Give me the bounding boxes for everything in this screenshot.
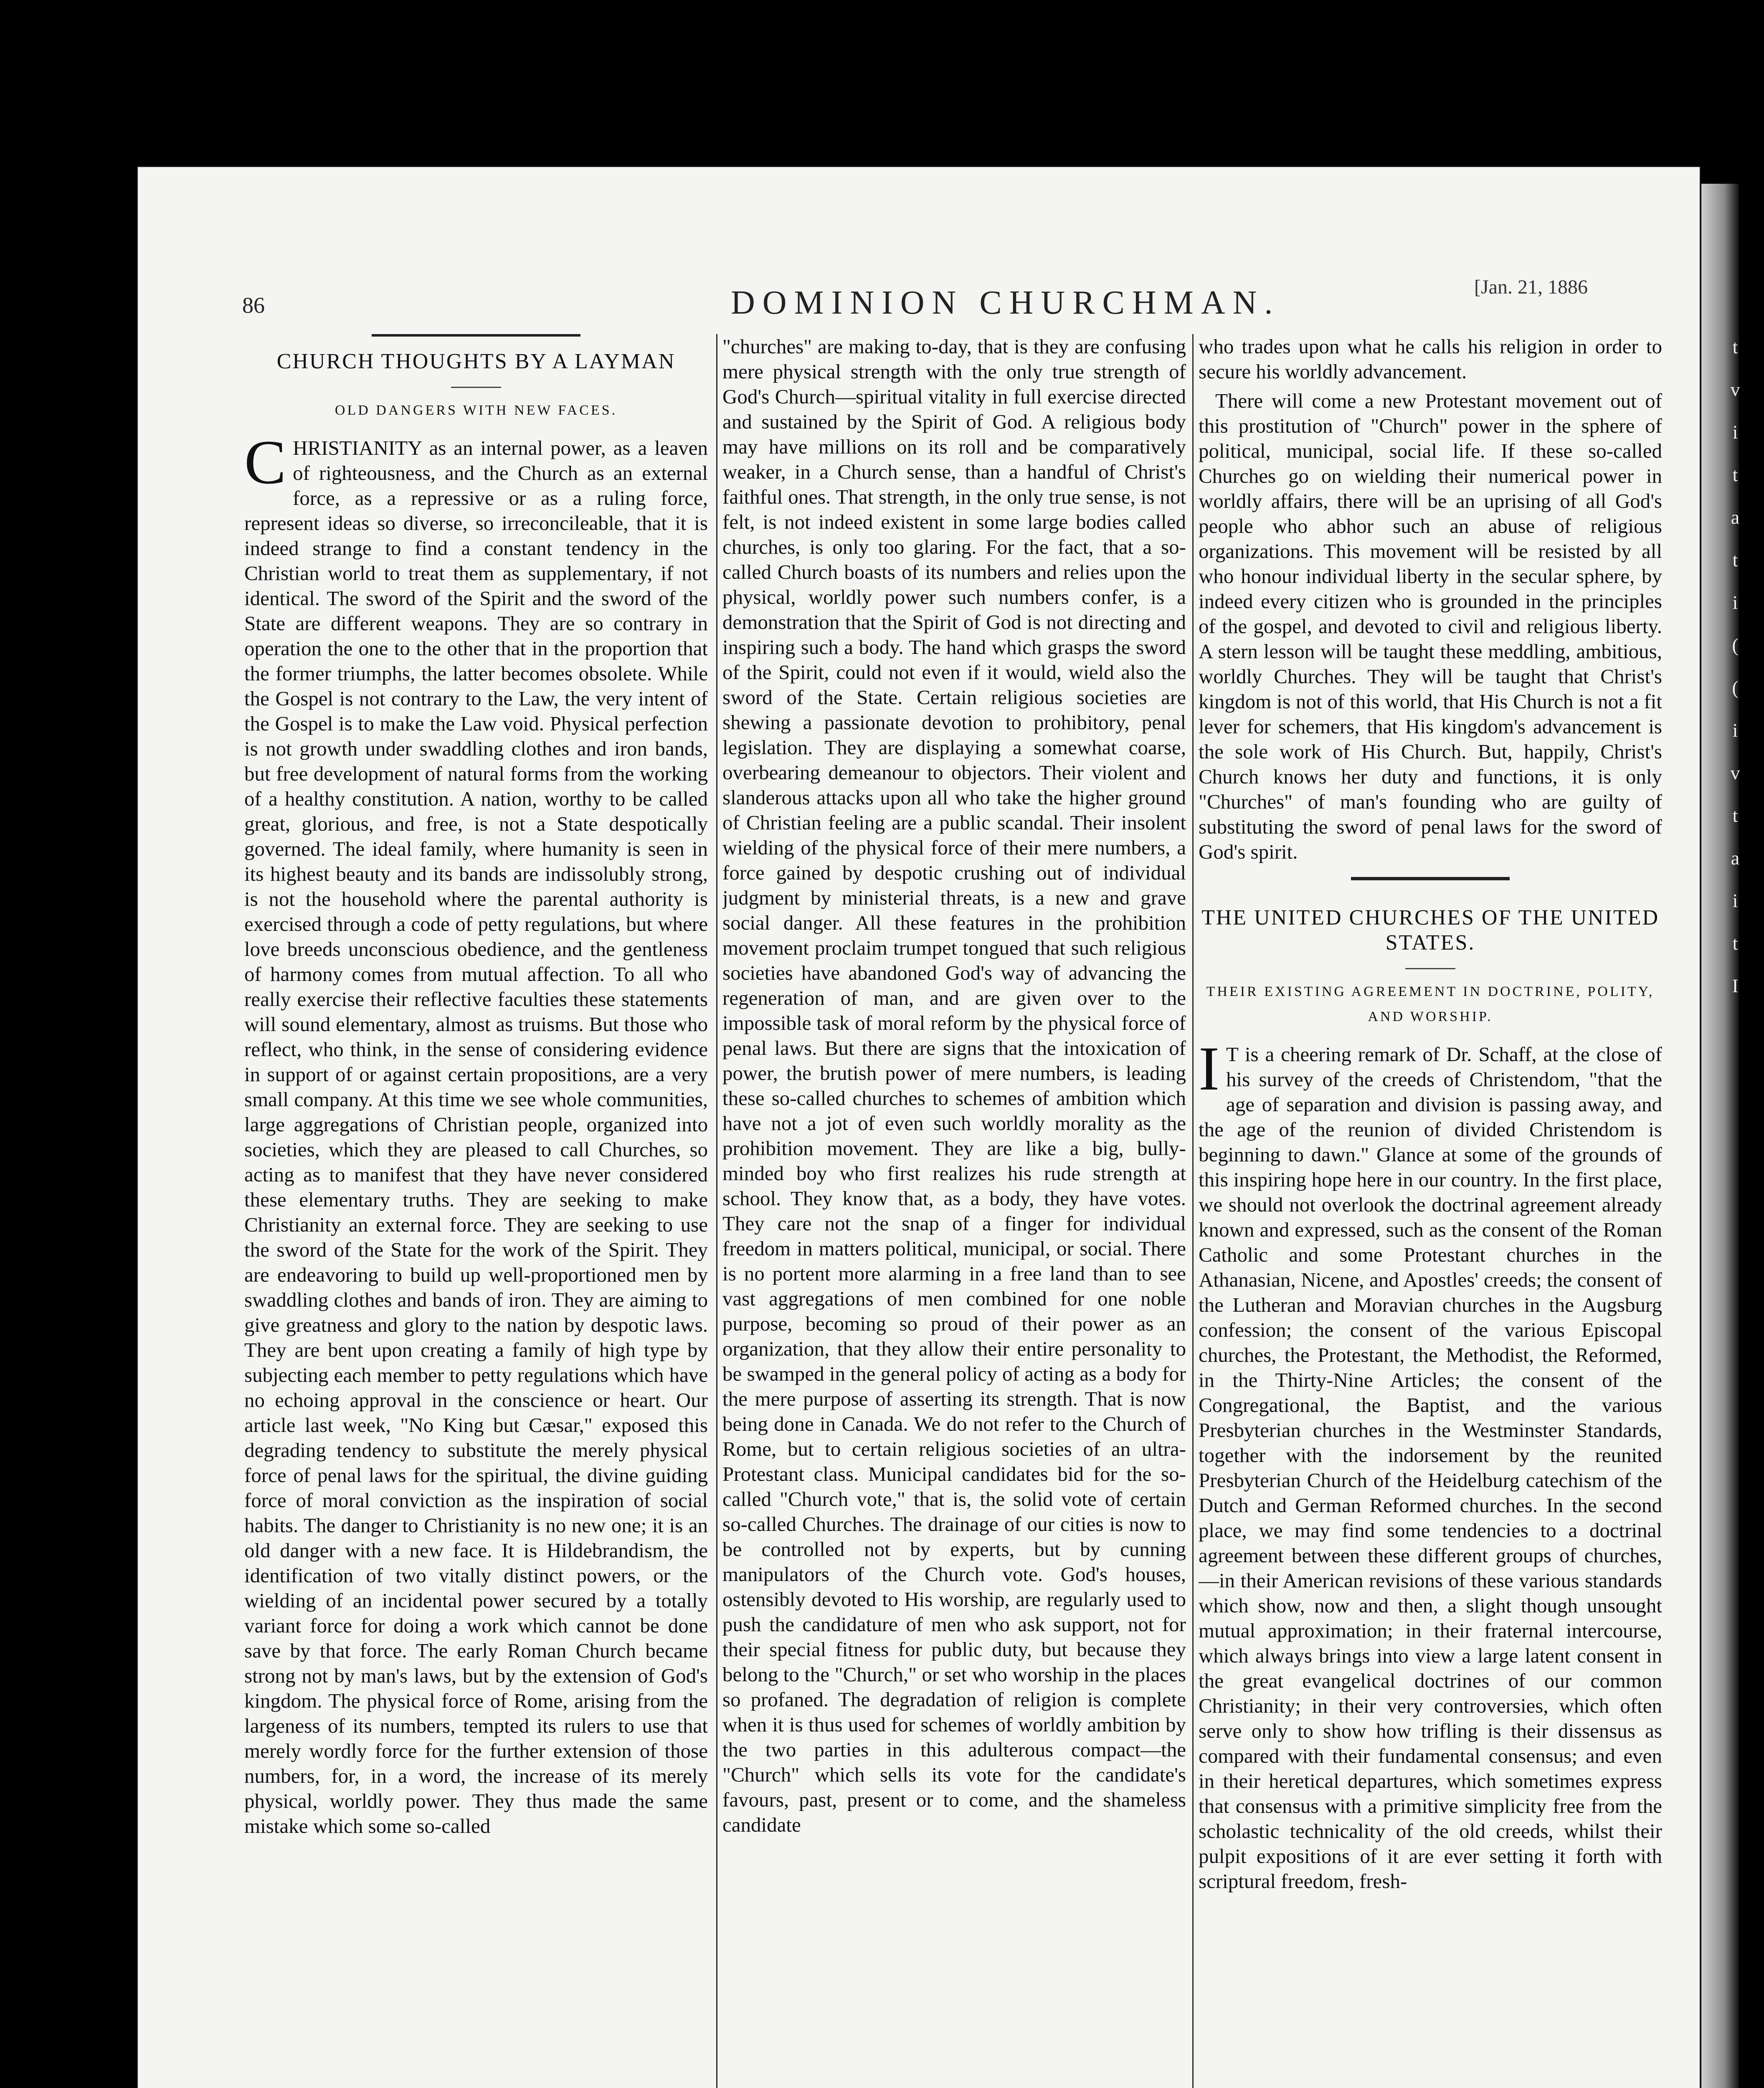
article-subtitle: THEIR EXISTING AGREEMENT IN DOCTRINE, POLITY, AND WORSHIP. [1206,984,1655,1024]
article-paragraph: There will come a new Protestant movement out of this prostitution of "Church" power in the sphere of political, municipal, social life. If these so-called Churches go on wielding their numerical power in worldly affairs, there will be an uprising of all God's people who abhor such an abuse of religious organizations. This movement will be resisted by all who honour individual liberty in the secular sphere, by indeed every citizen who is grounded in the principles of the gospel, and devoted to civil and religious liberty. A stern lesson will be taught these meddling, ambitious, worldly Churches. They will be taught that Christ's kingdom is not of this world, that His Church is not a fit lever for schemers, that His kingdom's advancement is the sole work of His Church. But, happily, Christ's Church knows her duty and functions, it is only "Churches" of man's founding who are guilty of substituting the sword of penal laws for the sword of God's spirit. [1199,389,1662,863]
article-subtitle: OLD DANGERS WITH NEW FACES. [335,403,618,418]
article-paragraph: who trades upon what he calls his religion in order to secure his worldly advancement. [1199,335,1662,383]
column-3 [1199,334,1662,2088]
page-number: 86 [242,293,265,318]
column-rule [1192,334,1194,2088]
article-title: THE UNITED CHURCHES OF THE UNITED STATES. [1201,906,1660,955]
article-paragraph: CHRISTIANITY as an internal power, as a leaven of righteousness, and the Church as an external force, as a repressive or as a ruling force, represent ideas so diverse, so irreconcileable, that it is indeed strange to find a constant tendency in the Christian world to treat them as supplementary, if not identical. The sword of the Spirit and the sword of the State are different weapons. They are so contrary in operation the one to the other that in the proportion that the former triumphs, the latter becomes obsolete. While the Gospel is not contrary to the Law, the very intent of the Gospel is to make the Law void. Physical perfection is not growth under swaddling clothes and iron bands, but free development of natural forms from the working of a healthy constitution. A nation, worthy to be called great, glorious, and free, is not a State despotically governed. The ideal family, where humanity is seen in its highest beauty and its bands are indissolubly strong, is not the household where the parental authority is exercised through a code of petty regulations, but where love breeds unconscious obedience, and the gentleness of harmony comes from mutual affection. To all who really exercise their reflective faculties these statements will sound elementary, almost as truisms. But those who reflect, who think, in the sense of considering evidence in support of or against certain propositions, are a very small company. At this time we see whole communities, large aggregations of Christian people, organized into societies, which they are pleased to call Churches, so acting as to manifest that they have never considered these elementary truths. They are seeking to make Christianity an external force. They are seeking to use the sword of the State for the work of the Spirit. They are endeavoring to build up well-proportioned men by swaddling clothes and bands of iron. They are aiming to give greatness and glory to the nation by despotic laws. They are bent upon creating a family of high type by subjecting each member to petty regulations which have no echoing approval in the conscience or heart. Our article last week, "No King but Cæsar," exposed this degrading tendency to substitute the merely physical force of penal laws for the spiritual, the divine guiding force of moral conviction as the inspiration of social habits. The danger to Christianity is no new one; it is an old danger with a new face. It is Hildebrandism, the identification of two vitally distinct powers, or the wielding of an incidental power secured by a totally variant force for doing a work which cannot be done save by that force. The early Roman Church became strong not by man's laws, but by the extension of God's kingdom. The physical force of Rome, arising from the largeness of its numbers, tempted its rulers to use that merely wordly force for the further extension of those numbers, for, in a word, the increase of its merely physical, worldly power. They thus made the same mistake which some so-called [244,428,708,1837]
column-rule [716,334,717,2088]
ornament-divider [1351,877,1510,880]
article-paragraph: I T is a cheering remark of Dr. Schaff, at the close of his survey of the creeds of Christendom, "that the age of separation and division is passing away, and the age of the reunion of divided Christendom is beginning to dawn." Glance at some of the grounds of this inspiring hope here in our country. In the first place, we should not overlook the doctrinal agreement already known and expressed, such as the consent of the Roman Catholic and some Protestant churches in the Athanasian, Nicene, and Apostles' creeds; the consent of the Lutheran and Moravian churches in the Augsburg confession; the consent of the various Episcopal churches, the Protestant, the Methodist, the Reformed, in the Thirty-Nine Articles; the consent of the Congregational, the Baptist, and the various Presbyterian churches in the Westminster Standards, together with the indorsement by the reunited Presbyterian Church of the Heidelburg catechism of the Dutch and German Reformed churches. In the second place, we may find some tendencies to a doctrinal agreement between these different groups of churches,—in their American revisions of these various standards which show, now and then, a slight though unsought mutual approximation; in their fraternal intercourse, which always brings into view a large latent consent in the great evangelical doctrines of our common Christianity; in their very controversies, which often serve only to show how trifling is their dissensus as compared with their fundamental consensus; and even in their heretical departures, which sometimes express that consensus with a primitive simplicity free from the scholastic technicality of the old creeds, whilst their pulpit expositions of it are ever setting it forth with scriptural freedom, fresh- [1199,1034,1662,1893]
article-paragraph: "churches" are making to-day, that is they are confusing mere physical strength with the only true strength of God's Church—spiritual vitality in full exercise directed and sustained by the Spirit of God. A religious body may have millions on its roll and be comparatively weaker, in a Church sense, than a handful of Christ's faithful ones. That strength, in the only true sense, is not felt, is not indeed existent in some large bodies called churches, is only too glaring. For the fact, that a so-called Church boasts of its numbers and relies upon the physical, worldly power such numbers confer, is a demonstration that the Spirit of God is not directing and inspiring such a body. The hand which grasps the sword of the Spirit, could not even if it would, wield also the sword of the State. Certain religious societies are shewing a passionate devotion to prohibitory, penal legislation. They are displaying a somewhat coarse, overbearing demeanour to objectors. Their violent and slanderous attacks upon all who take the higher ground of Christian feeling are a public scandal. Their insolent wielding of the physical force of their mere numbers, a force gained by despotic crushing out of individual judgment by ministerial threats, is a new and grave social danger. All these features in the prohibition movement proclaim trumpet tongued that such religious societies have abandoned God's way of advancing the regeneration of man, and are given over to the impossible task of moral reform by the physical force of penal laws. But there are signs that the intoxication of power, the brutish power of mere numbers, is leading these so-called churches to schemes of ambition which have not a jot of even such worldly morality as the prohibition movement. They are like a big, bully-minded boy who first realizes his rude strength at school. They know that, as a body, they have votes. They care not the snap of a finger for individual freedom in matters political, municipal, or social. There is no portent more alarming in a free land than to see vast aggregations of men combined for one noble purpose, becoming so proud of their power as an organization, that they allow their entire personality to be swamped in the general policy of acting as a body for the mere purpose of asserting its strength. That is now being done in Canada. We do not refer to the Church of Rome, but to certain religious societies of an ultra-Protestant class. Municipal candidates bid for the so-called "Church vote," that is, the solid vote of certain so-called Churches. The drainage of our cities is now to be controlled not by experts, but by cunning manipulators of the Church vote. God's houses, ostensibly devoted to His worship, are regularly used to push the candidature of men who ask support, not for their special fitness for public duty, but because they belong to the "Church," or set who worship in the places so profaned. The degradation of religion is complete when it is thus used for schemes of worldly ambition by the two parties in this adulterous compact—the "Church" which sells its vote for the candidate's favours, past, present or to come, and the shameless candidate [722,335,1186,1836]
masthead: DOMINION CHURCHMAN. [731,284,1280,321]
drop-cap: C [244,428,286,497]
facing-page-marks: t v i t a t i ( ( i v t a i t I [1730,336,1740,996]
title-divider [451,387,501,388]
column-1 [244,334,708,2088]
title-divider [1405,968,1455,969]
article-title: CHURCH THOUGHTS BY A LAYMAN [276,350,676,373]
ornament-divider [372,334,580,337]
newspaper-page [138,167,1700,2088]
column-2 [722,334,1186,2088]
page-header [242,276,1700,326]
issue-date: [Jan. 21, 1886 [1474,276,1588,298]
drop-cap: I [1199,1034,1219,1103]
